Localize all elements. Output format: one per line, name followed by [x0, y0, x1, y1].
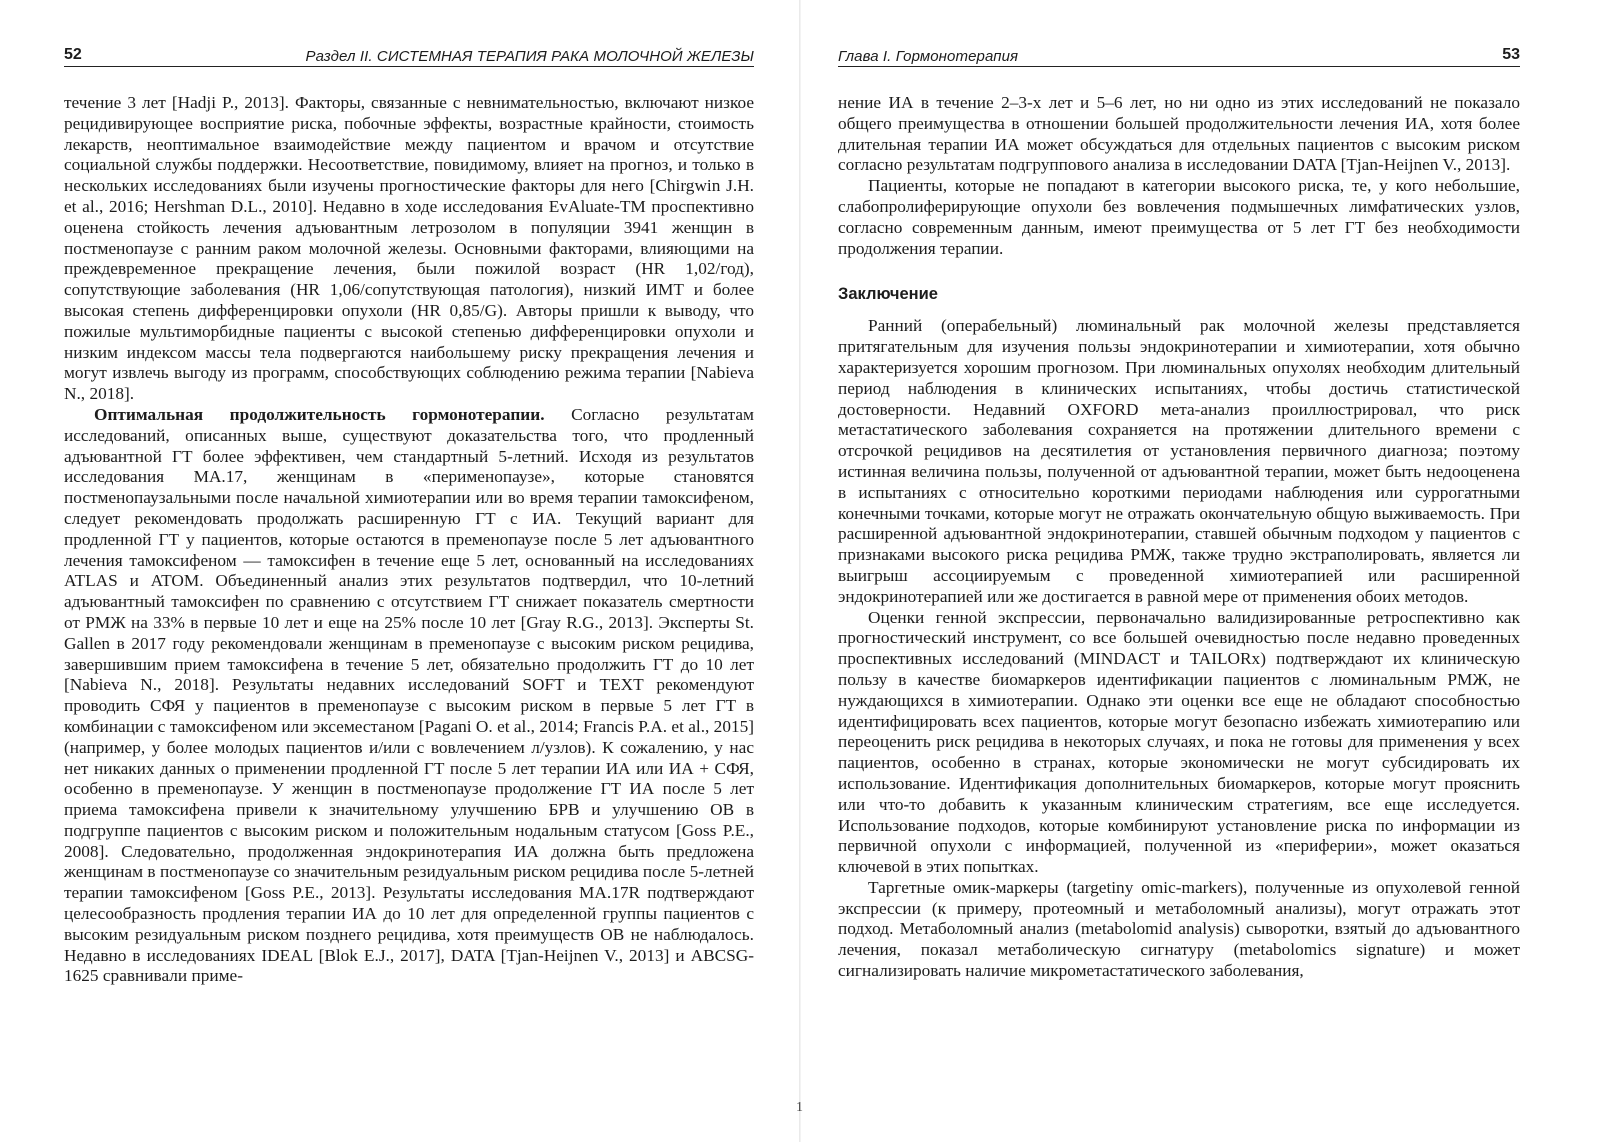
left-page-body — [64, 93, 754, 987]
right-page — [838, 40, 1520, 1120]
right-page-body — [838, 93, 1520, 982]
right-page-number: 53 — [1502, 46, 1520, 63]
left-paragraph-1: течение 3 лет [Hadji P., 2013]. Факторы, связанные с невнимательностью, включают низкое рецидивирующее восприятие риска, побочные эффекты, возрастные крайности, стоимость лекарств, неоптимальное взаимодействие между пациентом и врачом и отсутствие социальной службы поддержки. Несоответствие, повидимому, влияет на прогноз, и только в нескольких исследованиях были изучены прогностические факторы для него [Chirgwin J.H. et al., 2016; Hershman D.L., 2010]. Недавно в ходе исследования EvAluate-TM проспективно оценена стойкость лечения адъювантным летрозолом в популяции 3941 женщин в постменопаузе с ранним раком молочной железы. Основными факторами, влияющими на преждевременное прекращение лечения, были пожилой возраст (HR 1,02/год), сопутствующие заболевания (HR 1,06/сопутствующая патология), низкий ИМТ и более высокая степень дифференцировки опухоли (HR 0,85/G). Авторы пришли к выводу, что пожилые мультиморбидные пациенты с высокой степенью дифференцировки опухоли и низким индексом массы тела подвергаются наибольшему риску прекращения лечения и могут извлечь выгоду из программ, способствующих соблюдению режима терапии [Nabieva N., 2018]. — [64, 93, 754, 404]
right-paragraph-4: Оценки генной экспрессии, первоначально валидизированные ретроспективно как прогностический инструмент, со все большей очевидностью после недавно проведенных проспективных исследований (MINDACT и TAILORx) подтверждают их клиническую пользу в качестве биомаркеров идентификации пациентов с люминальным РМЖ, не нуждающихся в химиотерапии. Однако эти оценки все еще не обладают способностью идентифицировать всех пациентов, которые могут безопасно избежать химиотерапию или переоценить риск рецидива в некоторых случаях, и пока не готовы для применения у всех пациентов, особенно в странах, которые экономически не могут субсидировать их использование. Идентификация дополнительных биомаркеров, которые могут прояснить или что-то добавить к указанным клиническим стратегиям, все еще исследуется. Использование подходов, которые комбинируют установление риска по информации из первичной опухоли с информацией, полученной из «периферии», может оказаться ключевой в этих попытках. — [838, 607, 1520, 877]
left-page-number: 52 — [64, 46, 82, 63]
section-heading-conclusion: Заключение — [838, 285, 938, 304]
right-paragraph-3: Ранний (операбельный) люминальный рак молочной железы представляется притягательным для изучения пользы эндокринотерапии и химиотерапии, хотя обычно характеризуется хорошим прогнозом. При люминальных опухолях необходим длительный период наблюдения в клинических испытаниях, чтобы достичь статистической достоверности. Недавний OXFORD мета-анализ проиллюстрировал, что риск метастатического заболевания сохраняется на протяжении длительного времени с отсрочкой рецидивов на десятилетия от установления первичного диагноза; поэтому истинная величина пользы, полученной от адъювантной терапии, может быть недооценена в испытаниях с относительно короткими периодами наблюдения или суррогатными конечными точками, которые могут не отражать окончательную общую выживаемость. При расширенной адъювантной эндокринотерапии, ставшей обычным подходом у пациентов с признаками высокого риска рецидива РМЖ, также трудно экстраполировать, является ли выигрыш ассоциируемым с проведенной химиотерапией или расширенной эндокринотерапией или же достигается в равной мере от применения обоих методов. — [838, 316, 1520, 606]
right-paragraph-1: нение ИА в течение 2–3-х лет и 5–6 лет, но ни одно из этих исследований не показало общего преимущества в отношении большей продолжительности лечения ИА, хотя более длительная терапии ИА может обсуждаться для отдельных пациентов с высоким риском согласно результатам подгруппового анализа в исследовании DATA [Tjan-Heijnen V., 2013]. — [838, 93, 1520, 175]
left-paragraph-2: Оптимальная продолжительность гормонотерапии. Согласно результатам исследований, описанных выше, существуют доказательства того, что продленный адъювантной ГТ более эффективен, чем стандартный 5-летний. Исходя из результатов исследования MA.17, женщинам в «перименопаузе», которые становятся постменопаузальными после начальной химиотерапии или во время терапии тамоксифеном, следует рекомендовать продолжать расширенную ГТ с ИА. Текущий вариант для продленной ГТ у пациентов, которые остаются в пременопаузе после 5 лет адъювантного лечения тамоксифеном — тамоксифен в течение еще 5 лет, основанный на исследованиях ATLAS и ATOM. Объединенный анализ этих результатов подтвердил, что 10-летний адъювантный тамоксифен по сравнению с отсутствием ГТ снижает показатель смертности от РМЖ на 33% в первые 10 лет и еще на 25% после 10 лет [Gray R.G., 2013]. Эксперты St. Gallen в 2017 году рекомендовали женщинам в пременопаузе с высоким риском рецидива, завершившим прием тамоксифена в течение 5 лет, обязательно продолжить ГТ до 10 лет [Nabieva N., 2018]. Результаты недавних исследований SOFT и TEXT рекомендуют проводить СФЯ у пациентов в пременопаузе с высоким риском в первые 5 лет ГТ в комбинации с тамоксифеном или эксеместаном [Pagani O. et al., 2014; Francis P.A. et al., 2015] (например, у более молодых пациентов и/или с вовлечением л/узлов). К сожалению, у нас нет никаких данных о применении продленной ГТ после 5 лет терапии ИА или ИА + СФЯ, особенно в пременопаузе. У женщин в постменопаузе продолжение ГТ ИА после 5 лет приема тамоксифена привели к значительному улучшению БРВ и улучшению ОВ в подгруппе пациентов с высоким риском и положительным нодальным статусом [Goss P.E., 2008]. Следовательно, продолженная эндокринотерапия ИА должна быть предложена женщинам в постменопаузе со значительным резидуальным риском рецидива после 5-летней терапии тамоксифеном [Goss P.E., 2013]. Результаты исследования MA.17R подтверждают целесообразность продления терапии ИА до 10 лет для определенной группы пациентов с высоким резидуальным риском позднего рецидива, хотя преимуществ ОВ не наблюдалось. Недавно в исследованиях IDEAL [Blok E.J., 2017], DATA [Tjan-Heijnen V., 2013] и ABCSG-1625 сравнивали приме- — [64, 404, 754, 986]
paragraph-lead-in: Оптимальная продолжительность гормонотерапии. — [94, 404, 545, 424]
left-running-head — [64, 40, 754, 67]
right-running-title: Глава I. Гормонотерапия — [838, 48, 1019, 65]
right-running-head — [838, 40, 1520, 67]
right-paragraph-5: Таргетные омик-маркеры (targetiny omic-markers), полученные из опухолевой генной экспрессии (к примеру, протеомный и метаболомный анализы), могут отражать этот подход. Метаболомный анализ (metabolomid analysis) сыворотки, взятый до адъювантного лечения, показал метаболическую сигнатуру (metabolomics signature) и может сигнализировать наличие микрометастатического заболевания, — [838, 877, 1520, 981]
left-page — [64, 40, 754, 1120]
left-running-title: Раздел II. СИСТЕМНАЯ ТЕРАПИЯ РАКА МОЛОЧНОЙ ЖЕЛЕЗЫ — [305, 48, 754, 65]
right-paragraph-2: Пациенты, которые не попадают в категории высокого риска, те, у кого небольшие, слабопролиферирующие опухоли без вовлечения подмышечных лимфатических узлов, согласно современным данным, имеют преимущества от 5 лет ГТ без необходимости продолжения терапии. — [838, 176, 1520, 258]
gutter-mark: 1 — [796, 1100, 803, 1115]
book-gutter — [799, 0, 801, 1142]
